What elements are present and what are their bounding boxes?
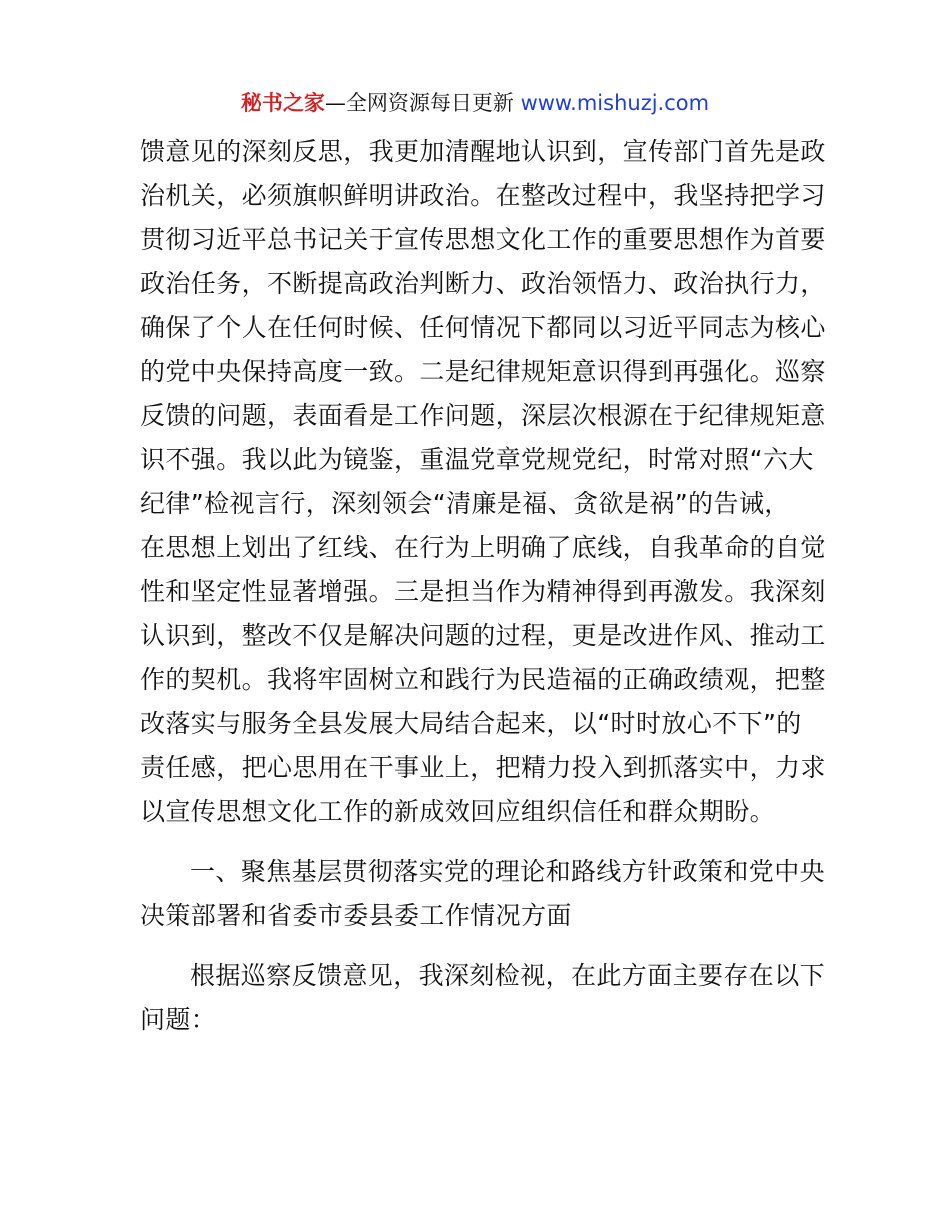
text-line: 以宣传思想文化工作的新成效回应组织信任和群众期盼。 — [140, 797, 776, 826]
text-line: 责任感，把心思用在干事业上，把精力投入到抓落实中，力求 — [140, 753, 826, 782]
text-line: 作的契机。我将牢固树立和践行为民造福的正确政绩观，把整 — [140, 665, 826, 694]
text-line: 改落实与服务全县发展大局结合起来，以“时时放心不下”的 — [140, 709, 802, 738]
text-line: 政治任务，不断提高政治判断力、政治领悟力、政治执行力， — [140, 269, 826, 298]
paragraph-spacer — [140, 834, 815, 850]
page-header — [0, 88, 950, 118]
text-line: 认识到，整改不仅是解决问题的过程，更是改进作风、推动工 — [140, 621, 826, 650]
text-line: 问题： — [140, 1005, 217, 1034]
section-heading — [140, 850, 826, 938]
header-url-link[interactable]: www.mishuzj.com — [520, 91, 710, 115]
text-line: 根据巡察反馈意见，我深刻检视，在此方面主要存在以下 — [190, 961, 826, 990]
text-line: 在思想上划出了红线、在行为上明确了底线，自我革命的自觉 — [140, 533, 826, 562]
text-line: 反馈的问题，表面看是工作问题，深层次根源在于纪律规矩意 — [140, 401, 826, 430]
paragraph-continuation — [140, 130, 826, 834]
text-line: 馈意见的深刻反思，我更加清醒地认识到，宣传部门首先是政 — [140, 137, 826, 166]
text-line: 治机关，必须旗帜鲜明讲政治。在整改过程中，我坚持把学习 — [140, 181, 826, 210]
text-line: 性和坚定性显著增强。三是担当作为精神得到再激发。我深刻 — [140, 577, 826, 606]
header-tagline: —全网资源每日更新 — [324, 91, 514, 115]
text-line: 识不强。我以此为镜鉴，重温党章党规党纪，时常对照“六大 — [140, 445, 814, 474]
paragraph-spacer — [140, 938, 815, 954]
text-line: 的党中央保持高度一致。二是纪律规矩意识得到再强化。巡察 — [140, 357, 826, 386]
paragraph-problems-intro — [140, 954, 826, 1042]
text-line: 贯彻习近平总书记关于宣传思想文化工作的重要思想作为首要 — [140, 225, 826, 254]
document-body — [140, 130, 826, 1042]
text-line: 纪律”检视言行，深刻领会“清廉是福、贪欲是祸”的告诫， — [140, 489, 790, 518]
text-line: 确保了个人在任何时候、任何情况下都同以习近平同志为核心 — [140, 313, 826, 342]
header-brand: 秘书之家 — [240, 91, 325, 115]
heading-line: 一、聚焦基层贯彻落实党的理论和路线方针政策和党中央 — [190, 857, 826, 886]
heading-line: 决策部署和省委市委县委工作情况方面 — [140, 901, 572, 930]
